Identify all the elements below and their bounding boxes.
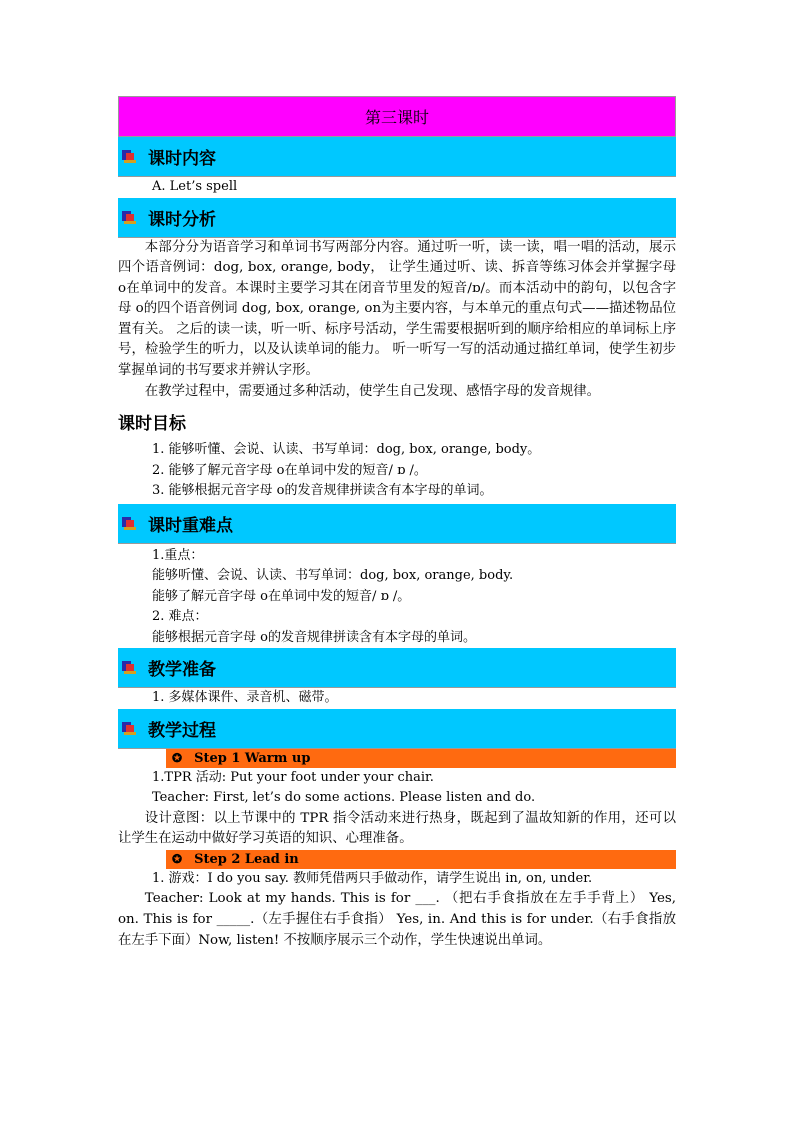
lesson-plan-page (118, 96, 676, 951)
step-1-line: Teacher: First, let’s do some actions. Please listen and do. (152, 790, 536, 806)
lesson-title-bar (118, 96, 676, 137)
step-2-paragraph: Teacher: Look at my hands. This is for ___. （把右手食指放在左手手背上） Yes, on. This is for _____.（左手握住右手食指） Yes, in. And this is for under.（右手食指放在左手下面）Now, listen! 不按顺序展示三个动作，学生快速说出单词。 (118, 891, 676, 948)
step-2-text (118, 889, 676, 951)
book-stack-icon (122, 722, 136, 735)
star-icon: ✪ (172, 751, 183, 766)
section-header-analysis (118, 198, 676, 238)
goals-list (118, 440, 676, 502)
analysis-text (118, 238, 676, 403)
section-header-prep (118, 648, 676, 688)
prep-line: 1. 多媒体课件、录音机、磁带。 (152, 690, 338, 706)
section-header-key-points (118, 504, 676, 544)
analysis-paragraph: 本部分分为语音学习和单词书写两部分内容。通过听一听，读一读，唱一唱的活动，展示四个语音例词：dog, box, orange, body， 让学生通过听、读、拆音等练习体会并掌握字母 o在单词中的发音。本课时主要学习其在闭音节里发的短音/ɒ/。而本活动中的韵句，以包含字母 o的四个语音例词 dog, box, orange, on为主要内容，与本单元的重点句式——描述物品位置有关。 之后的读一读，听一听、标序号活动，学生需要根据听到的顺序给相应的单词标上序号，检验学生的听力，以及认读单词的能力。 听一听写一写的活动通过描红单词，使学生初步掌握单词的书写要求并辨认字形。 (118, 239, 676, 379)
content-line: A. Let’s spell (152, 179, 238, 194)
step-2-bar (166, 850, 676, 869)
key-point-line: 2. 难点： (152, 609, 208, 625)
step-label: Step 1 Warm up (194, 750, 311, 766)
book-stack-icon (122, 661, 136, 674)
section-heading-goals: 课时目标 (118, 413, 186, 434)
key-point-line: 能够了解元音字母 o在单词中发的短音/ ɒ /。 (152, 588, 411, 604)
key-point-line: 1.重点： (152, 547, 204, 563)
section-heading: 教学准备 (148, 660, 216, 681)
goal-item: 2. 能够了解元音字母 o在单词中发的短音/ ɒ /。 (152, 462, 427, 478)
star-icon: ✪ (172, 852, 183, 867)
section-header-content (118, 137, 676, 177)
goal-item: 1. 能够听懂、会说、认读、书写单词：dog, box, orange, body。 (152, 442, 541, 458)
section-heading: 课时内容 (148, 149, 216, 169)
book-stack-icon (122, 211, 136, 224)
section-heading: 课时重难点 (148, 515, 233, 536)
section-heading: 课时分析 (148, 209, 216, 230)
section-header-process (118, 709, 676, 749)
step-1-line: 1.TPR 活动: Put your foot under your chair. (152, 769, 434, 785)
step-2-line: 1. 游戏：I do you say. 教师凭借两只手做动作，请学生说出 in, on, under. (152, 870, 593, 886)
step-label: Step 2 Lead in (194, 851, 299, 867)
step-1-bar (166, 749, 676, 768)
analysis-paragraph: 在教学过程中，需要通过多种活动，使学生自己发现、感悟字母的发音规律。 (144, 383, 601, 399)
lesson-title: 第三课时 (364, 108, 429, 127)
step-1-paragraph: 设计意图：以上节课中的 TPR 指令活动来进行热身，既起到了温故知新的作用，还可以让学生在运动中做好学习英语的知识、心理准备。 (118, 810, 676, 847)
step-1-text (118, 809, 676, 850)
key-point-line: 能够根据元音字母 o的发音规律拼读含有本字母的单词。 (152, 629, 476, 645)
goal-item: 3. 能够根据元音字母 o的发音规律拼读含有本字母的单词。 (152, 483, 493, 499)
section-heading: 教学过程 (148, 720, 216, 741)
book-stack-icon (122, 517, 136, 530)
key-points-list (118, 544, 676, 649)
book-stack-icon (122, 150, 136, 163)
key-point-line: 能够听懂、会说、认读、书写单词：dog, box, orange, body. (152, 568, 514, 584)
